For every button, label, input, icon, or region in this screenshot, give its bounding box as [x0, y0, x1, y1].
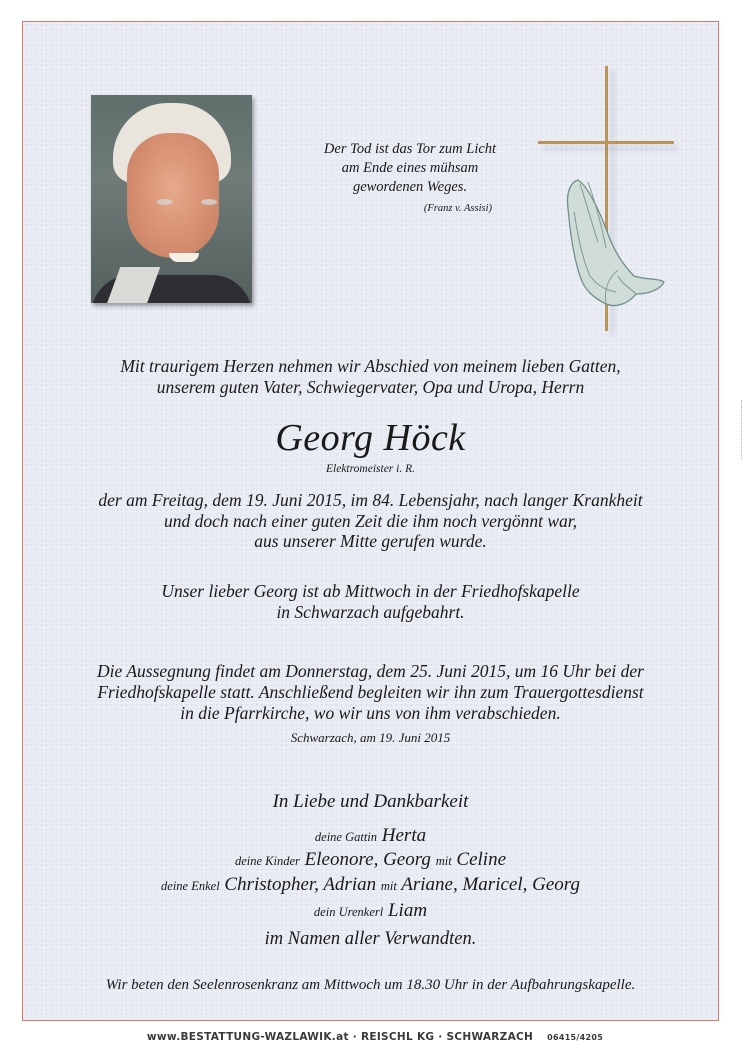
paragraph-line: Unser lieber Georg ist ab Mittwoch in der Friedhofskapelle [161, 581, 580, 601]
intro-line: Mit traurigem Herzen nehmen wir Abschied von meinem lieben Gatten, [120, 356, 621, 376]
mourner-names: Christopher, Adrian [224, 874, 377, 895]
mourner-names: Liam [387, 900, 428, 921]
photo-face [127, 133, 219, 258]
praying-hands-icon [560, 172, 670, 312]
deceased-title: Elektromeister i. R. [326, 463, 415, 475]
cross-bar [538, 141, 674, 144]
paragraph-line: in Schwarzach aufgebahrt. [276, 602, 465, 622]
mourner-great-grandchild [22, 900, 719, 923]
quote-author: (Franz v. Assisi) [423, 203, 492, 214]
mourners-closing: im Namen aller Verwandten. [264, 929, 477, 949]
photo-smile [169, 253, 199, 262]
quote-line: Der Tod ist das Tor zum Licht [323, 141, 497, 157]
mourner-names: Herta [381, 825, 427, 846]
paragraph-line: Friedhofskapelle statt. Anschließend begleiten wir ihn zum Trauergottesdienst [97, 682, 644, 702]
mourner-names: Celine [456, 849, 507, 870]
place-date: Schwarzach, am 19. Juni 2015 [290, 730, 451, 745]
photo-eye [157, 199, 173, 205]
mourner-names: Eleonore, Georg [304, 849, 431, 870]
intro-line: unserem guten Vater, Schwiegervater, Opa und Uropa, Herrn [156, 377, 585, 397]
death-paragraph [22, 490, 719, 552]
photo-eye [201, 199, 217, 205]
mourner-label: dein Urenkerl [313, 905, 384, 919]
mourner-wife [22, 825, 719, 848]
quote-line: gewordenen Weges. [352, 179, 468, 195]
paragraph-line: und doch nach einer guten Zeit die ihm noch vergönnt war, [164, 510, 577, 531]
mourner-connector: mit [435, 854, 452, 868]
footer-text: www.BESTATTUNG-WAZLAWIK.at · REISCHL KG · SCHWARZACH [146, 1031, 534, 1043]
mourners-heading: In Liebe und Dankbarkeit [272, 791, 469, 812]
footer-phone: 06415/4205 [547, 1033, 604, 1042]
portrait-photo [91, 95, 252, 303]
mourner-label: deine Enkel [161, 879, 220, 893]
paragraph-line: Die Aussegnung findet am Donnerstag, dem 25. Juni 2015, um 16 Uhr bei der [97, 661, 644, 681]
scan-edge-marks [741, 400, 744, 460]
mourner-names: Ariane, Maricel, Georg [401, 874, 580, 895]
mourner-label: deine Gattin [314, 830, 378, 844]
paragraph-line: aus unserer Mitte gerufen wurde. [254, 531, 487, 551]
paragraph-line: der am Freitag, dem 19. Juni 2015, im 84. Lebensjahr, nach langer Krankheit [98, 490, 643, 510]
footer [0, 1031, 750, 1043]
intro-text [22, 356, 719, 398]
rosary-notice: Wir beten den Seelenrosenkranz am Mittwoch um 18.30 Uhr in der Aufbahrungskapelle. [105, 977, 636, 993]
laid-out-paragraph [22, 581, 719, 623]
quote-line: am Ende eines mühsam [341, 160, 479, 176]
funeral-paragraph [22, 661, 719, 724]
quote-block [280, 140, 540, 218]
mourner-children [22, 849, 719, 872]
mourner-connector: mit [380, 879, 397, 893]
deceased-name: Georg Höck [275, 417, 466, 459]
mourner-grandchildren [22, 874, 719, 897]
paragraph-line: in die Pfarrkirche, wo wir uns von ihm verabschieden. [180, 703, 561, 723]
mourner-label: deine Kinder [234, 854, 300, 868]
